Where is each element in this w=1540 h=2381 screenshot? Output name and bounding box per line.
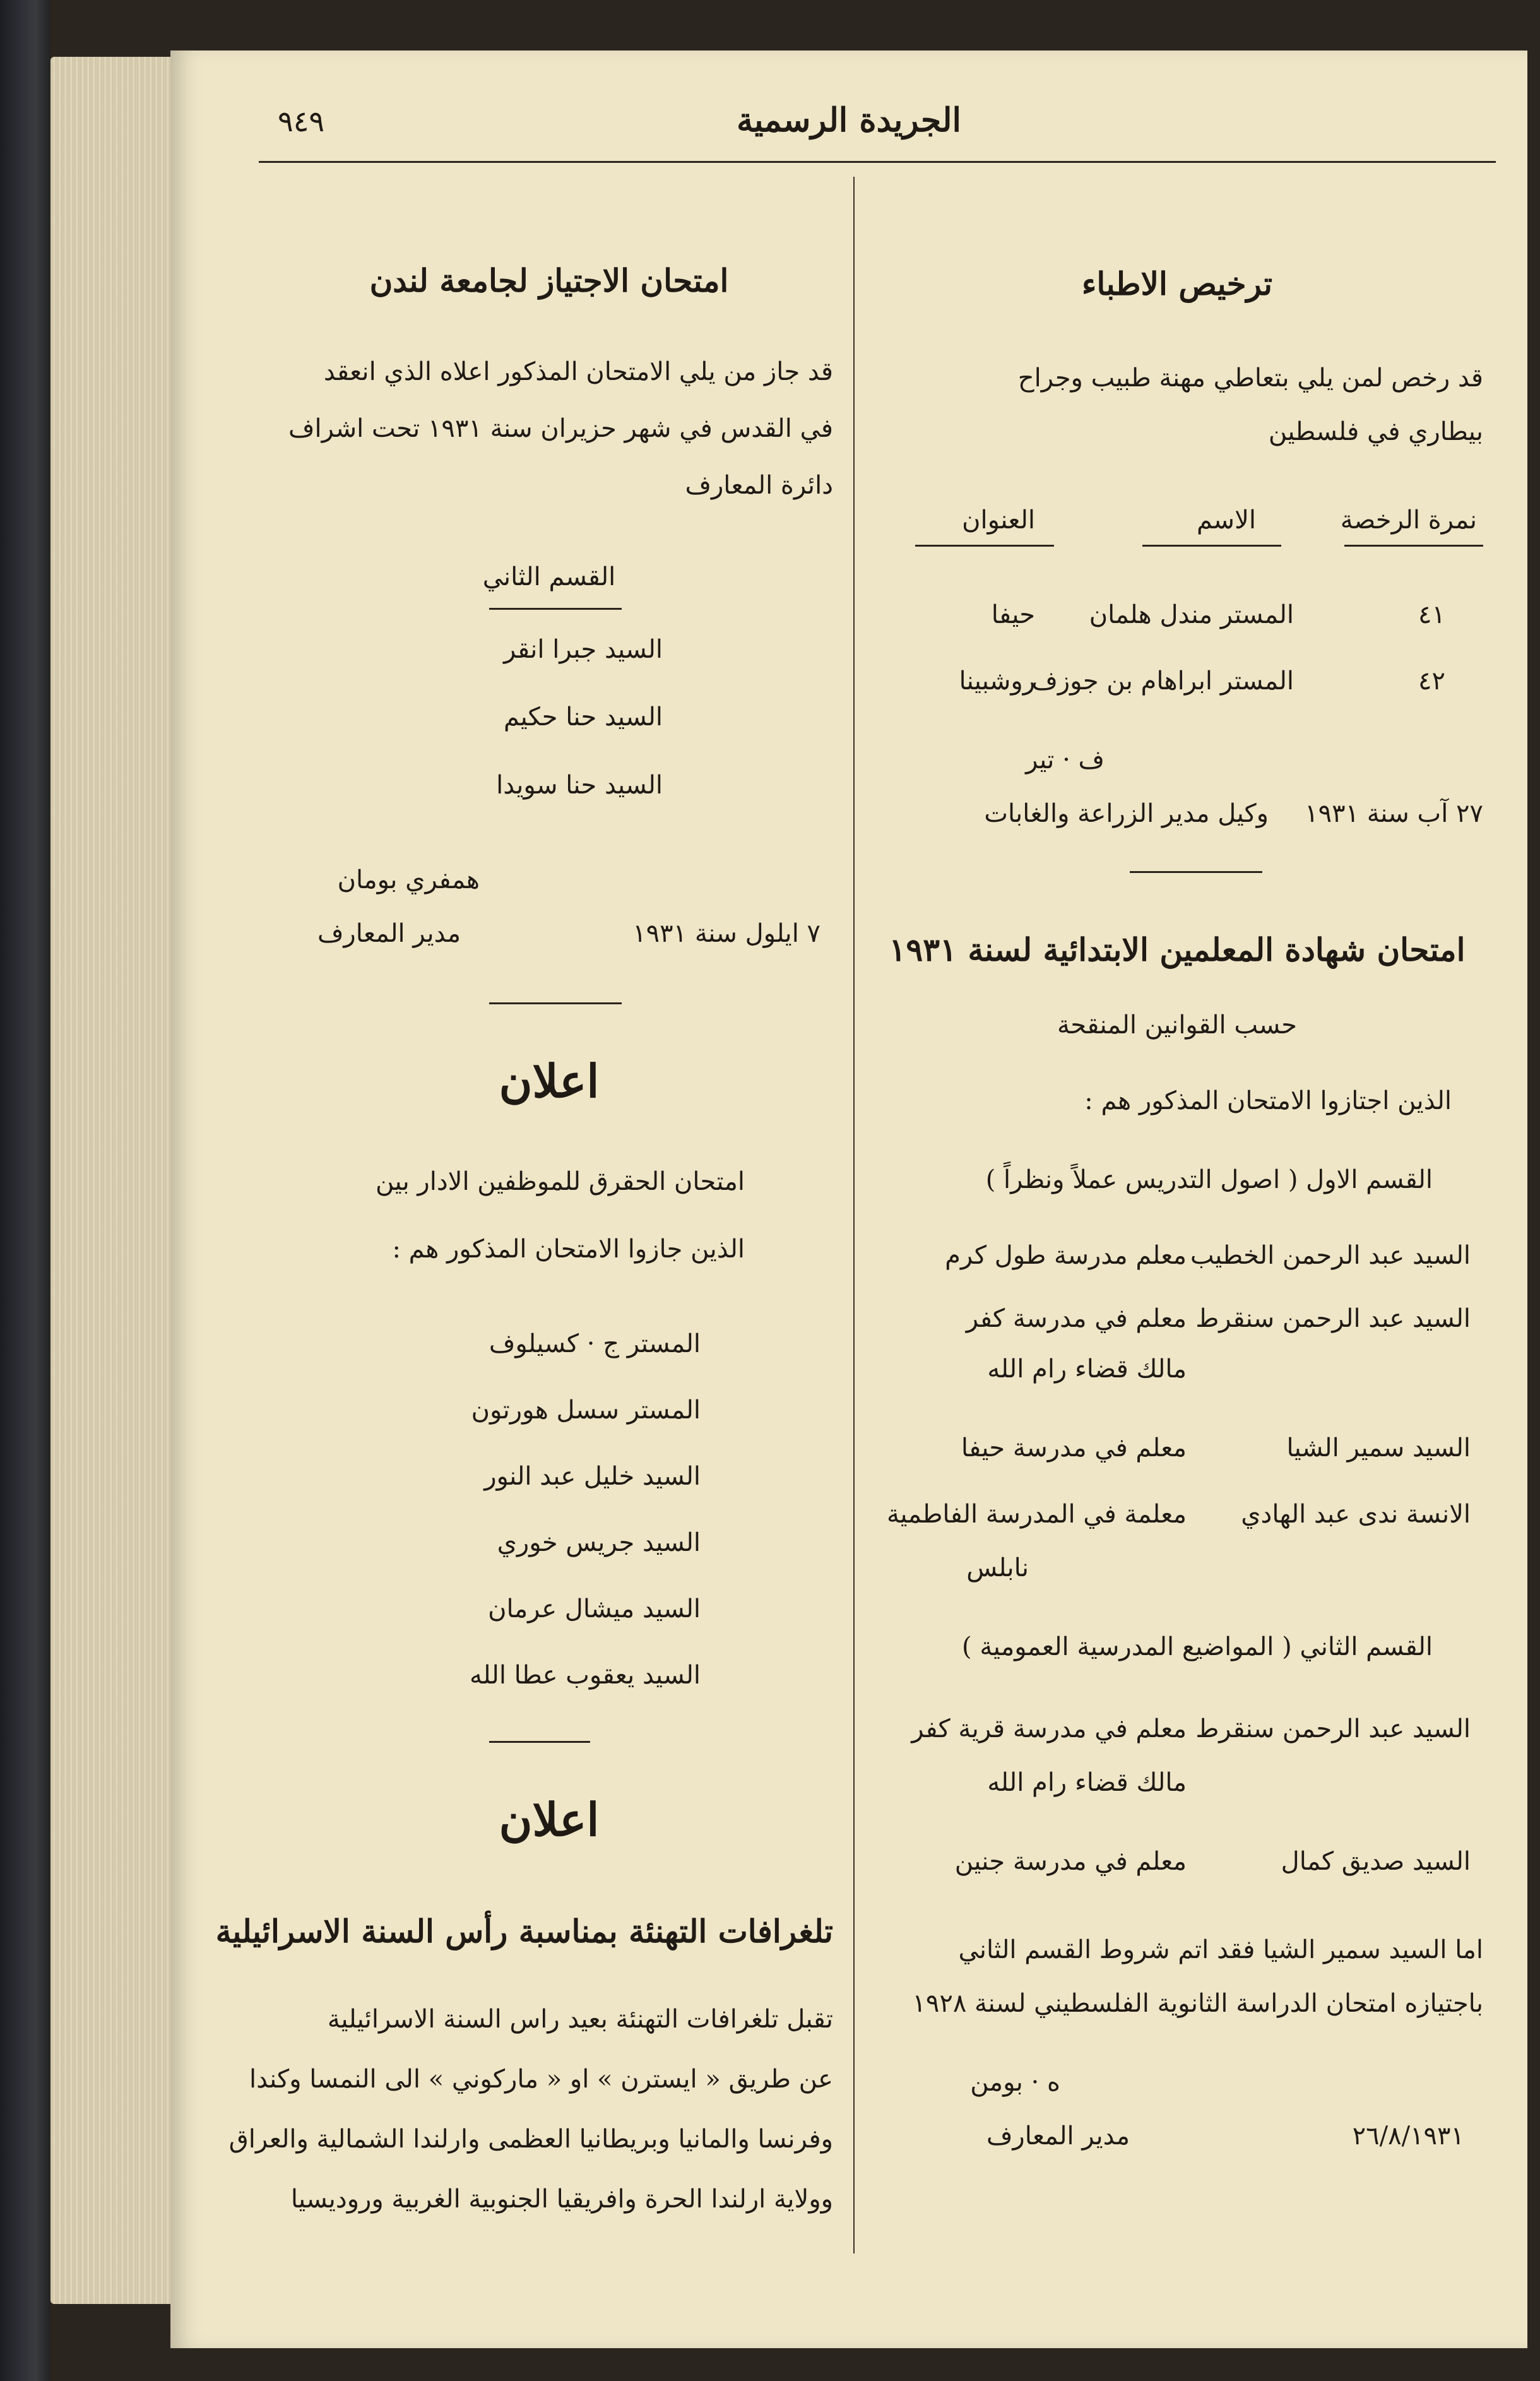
notice2-title: تلغرافات التهنئة بمناسبة رأس السنة الاسرائيلية [215, 1913, 833, 1950]
notice2-line: وفرنسا والمانيا وبريطانيا العظمى وارلندا الشمالية والعراق [228, 2125, 833, 2154]
teacher-name: السيد صديق كمال [1281, 1847, 1471, 1876]
teacher-name: السيد عبد الرحمن الخطيب [1190, 1241, 1471, 1270]
notice2-line: وولاية ارلندا الحرة وافريقيا الجنوبية الغربية وروديسيا [290, 2185, 833, 2214]
notice1-name: المستر سسل هورتون [471, 1396, 701, 1425]
teachers-note-line1: اما السيد سمير الشيا فقد اتم شروط القسم الثاني [958, 1935, 1483, 1964]
header-underline [915, 545, 1054, 547]
section-title-underline [489, 608, 622, 610]
london-intro-line3: دائرة المعارف [685, 471, 833, 500]
teachers-note-line2: باجتيازه امتحان الدراسة الثانوية الفلسطيني لسنة ١٩٢٨ [912, 1989, 1483, 2018]
teachers-signatory-title: مدير المعارف [986, 2122, 1130, 2151]
licensing-intro-line2: بيطاري في فلسطين [1268, 417, 1483, 446]
london-section-title: القسم الثاني [482, 562, 616, 591]
notice1-line2: الذين جازوا الامتحان المذكور هم : [392, 1235, 745, 1264]
teacher-role-line2: نابلس [966, 1553, 1029, 1582]
page-edges [50, 57, 177, 2304]
london-passed-name: السيد حنا سويدا [496, 771, 663, 800]
teacher-name: السيد عبد الرحمن سنقرط [1195, 1304, 1471, 1333]
header-rule [259, 161, 1496, 163]
notice1-heading: اعلان [499, 1054, 600, 1108]
section-rule [1130, 871, 1262, 873]
teacher-role: معلم في مدرسة قرية كفر [911, 1714, 1187, 1743]
notice1-name: السيد ميشال عرمان [488, 1594, 701, 1624]
teachers-passed-intro: الذين اجتازوا الامتحان المذكور هم : [1084, 1086, 1452, 1115]
teacher-role: معلم مدرسة طول كرم [945, 1241, 1187, 1270]
header-underline [1142, 545, 1281, 547]
teacher-role-line2: مالك قضاء رام الله [987, 1768, 1187, 1797]
teacher-name: الانسة ندى عبد الهادي [1241, 1500, 1471, 1529]
column-divider [853, 177, 855, 2253]
london-passed-name: السيد حنا حكيم [504, 703, 663, 732]
licensing-signatory: ف · تير [1026, 745, 1105, 775]
london-intro-line2: في القدس في شهر حزيران سنة ١٩٣١ تحت اشراف [288, 414, 833, 443]
notice2-heading: اعلان [499, 1793, 600, 1846]
notice1-name: المستر ج · كسيلوف [489, 1329, 701, 1358]
license-row-address: روشبينا [959, 667, 1035, 696]
header-underline [1344, 545, 1483, 547]
license-row-name: المستر مندل هلمان [1089, 600, 1294, 629]
teacher-name: السيد عبد الرحمن سنقرط [1195, 1714, 1471, 1743]
license-number-header: نمرة الرخصة [1340, 506, 1477, 535]
license-row-number: ٤١ [1418, 600, 1445, 629]
teacher-role: معلم في مدرسة جنين [954, 1847, 1187, 1876]
teacher-name: السيد سمير الشيا [1286, 1434, 1471, 1463]
teachers-exam-subtitle: حسب القوانين المنقحة [1057, 1011, 1298, 1040]
license-address-header: العنوان [962, 506, 1035, 535]
notice1-name: السيد خليل عبد النور [484, 1462, 701, 1491]
notice2-line: تقبل تلغرافات التهنئة بعيد راس السنة الاسرائيلية [327, 2005, 833, 2034]
section1-title: القسم الاول ( اصول التدريس عملاً ونظراً ) [985, 1165, 1433, 1194]
licensing-signatory-title: وكيل مدير الزراعة والغابات [984, 799, 1269, 828]
license-name-header: الاسم [1196, 506, 1256, 535]
teachers-date: ٢٦/٨/١٩٣١ [1352, 2122, 1464, 2151]
journal-title: الجريدة الرسمية [737, 101, 961, 140]
section-rule [489, 1741, 590, 1743]
licensing-date: ٢٧ آب سنة ١٩٣١ [1305, 799, 1483, 828]
page-number: ٩٤٩ [278, 104, 325, 138]
notice1-name: السيد جريس خوري [497, 1528, 701, 1557]
london-signatory-title: مدير المعارف [317, 919, 461, 948]
london-intro-line1: قد جاز من يلي الامتحان المذكور اعلاه الذي انعقد [323, 357, 833, 386]
licensing-intro-line1: قد رخص لمن يلي بتعاطي مهنة طبيب وجراح [1017, 364, 1483, 393]
notice2-line: عن طريق « ايسترن » او « ماركوني » الى النمسا وكندا [249, 2065, 833, 2094]
london-date: ٧ ايلول سنة ١٩٣١ [632, 919, 820, 948]
london-exam-title: امتحان الاجتياز لجامعة لندن [369, 262, 729, 299]
teacher-role: معلمة في المدرسة الفاطمية [886, 1500, 1187, 1529]
notice1-name: السيد يعقوب عطا الله [469, 1661, 701, 1690]
teacher-role-line2: مالك قضاء رام الله [987, 1355, 1187, 1384]
teacher-role: معلم في مدرسة حيفا [961, 1434, 1187, 1463]
gazette-page [170, 50, 1527, 2348]
section-rule [489, 1002, 622, 1004]
london-signatory: همفري بومان [337, 865, 480, 894]
teachers-signatory: ه · بومن [970, 2068, 1060, 2097]
book-binding [0, 0, 50, 2381]
license-row-name: المستر ابراهام بن جوزف [1031, 667, 1294, 696]
license-row-address: حيفا [991, 600, 1035, 629]
teacher-role: معلم في مدرسة كفر [966, 1304, 1187, 1333]
section2-title: القسم الثاني ( المواضيع المدرسية العمومية ) [962, 1632, 1433, 1661]
london-passed-name: السيد جبرا انقر [503, 635, 663, 664]
notice1-line1: امتحان الحقرق للموظفين الادار بين [376, 1167, 745, 1196]
licensing-title: ترخيص الاطباء [1081, 265, 1273, 302]
teachers-exam-title: امتحان شهادة المعلمين الابتدائية لسنة ١٩٣١ [889, 931, 1466, 968]
license-row-number: ٤٢ [1418, 667, 1445, 696]
